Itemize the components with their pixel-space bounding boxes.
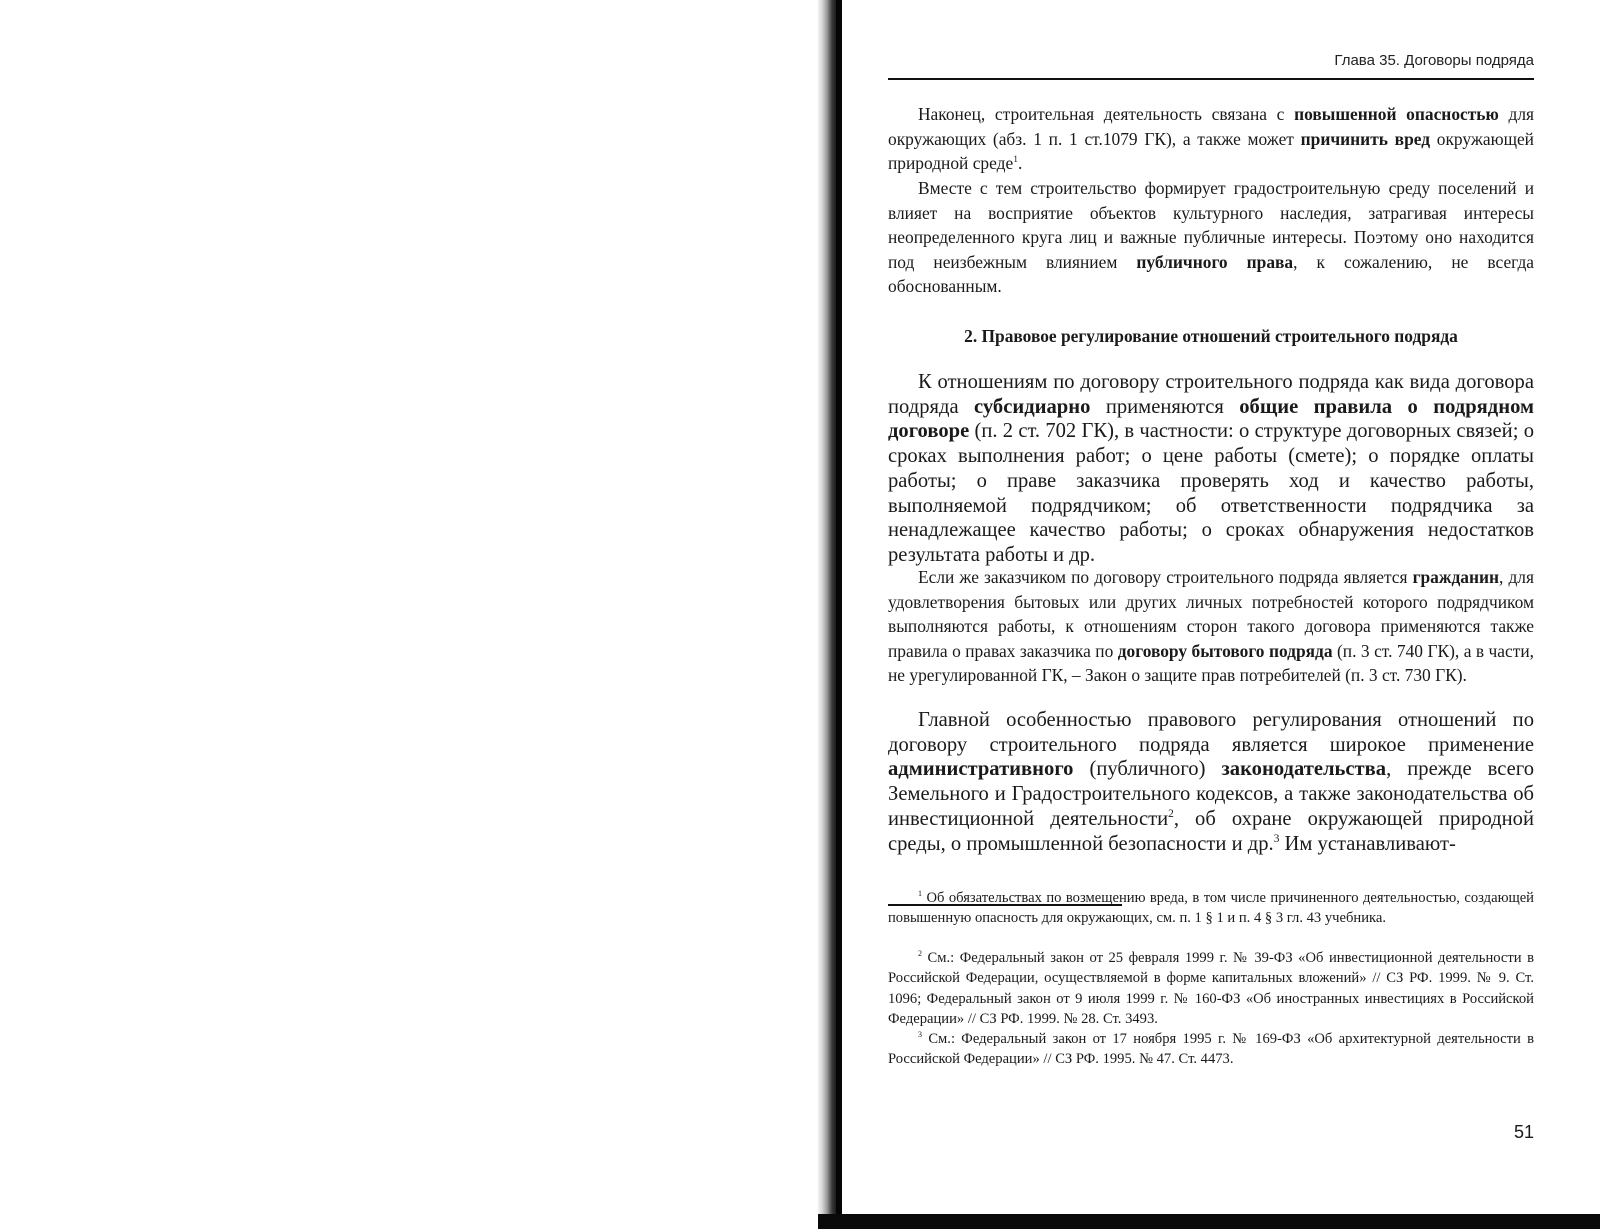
paragraph-citizen-customer: Если же заказчиком по договору строительного подряда является гражданин, для удовлетворения бытовых или других личных потребностей которого подрядчиком выполняются работы, к отношениям сторон такого договора применяются также правила о правах заказчика по договору бытового подряда (п. 3 ст. 740 ГК), а в части, не урегулированной ГК, – Закон о защите прав потребителей (п. 3 ст. 730 ГК).	[888, 567, 1534, 686]
footnote-ref-3: 3	[1273, 832, 1280, 845]
footnote-2: $^2$ См.: Федеральный закон от 25 февраля 1999 г. № 39-ФЗ «Об инвестиционной деятельности в Российской Федерации, осуществляемой в форме капитальных вложений» // СЗ РФ. 1999. № 9. Ст. 1096; Федеральный закон от 9 июля 1999 г. № 160-ФЗ «Об иностранных инвестициях в Российской Федерации» // СЗ РФ. 1999. № 28. Ст. 3493.	[888, 949, 1534, 1027]
footnote-1: $^1$ Об обязательствах по возмещению вреда, в том числе причиненного деятельностью, создающей повышенную опасность для окружающих, см. п. 1 § 1 и п. 4 § 3 гл. 43 учебника.	[888, 889, 1534, 927]
paragraph-subsidiary-rules: К отношениям по договору строительного подряда как вида договора подряда субсидиарно применяются общие правила о подрядном договоре (п. 2 ст. 702 ГК), в частности: о структуре договорных связей; о сроках выполнения работ; о цене работы (смете); о порядке оплаты работы; о праве заказчика проверять ход и качество работы, выполняемой подрядчиком; об ответственности подрядчика за ненадлежащее качество работы; о сроках обнаружения недостатков результата работы и др.	[888, 371, 1535, 566]
scan-bottom-edge	[818, 1214, 1600, 1229]
paragraph-danger: Наконец, строительная деятельность связана с повышенной опасностью для окружающих (абз. 1 п. 1 ст.1079 ГК), а также может причинить вред окружающей природной среде$^1$.	[888, 104, 1534, 174]
book-spine-shadow	[818, 0, 838, 1229]
footnote-ref-2: 2	[1168, 807, 1174, 820]
page-number: 51	[1513, 1122, 1534, 1142]
paragraph-administrative-law: Главной особенностью правового регулирования отношений по договору строительного подряда является широкое применение административного (публичного) законодательства, прежде всего Земельного и Градостроительного кодексов, а также законодательства об инвестиционной деятельности$^2$, об охране окружающей природной среды, о промышленной безопасности и др.$^3$ Им устанавливают-	[888, 709, 1535, 855]
book-spine-edge	[836, 0, 842, 1229]
section-heading: 2. Правовое регулирование отношений строительного подряда	[964, 326, 1458, 346]
footnote-ref-1: 1	[1013, 154, 1018, 166]
paragraph-urban-environment: Вместе с тем строительство формирует градостроительную среду поселений и влияет на восприятие объектов культурного наследия, затрагивая интересы неопределенного круга лиц и важные публичные интересы. Поэтому оно находится под неизбежным влиянием публичного права, к сожалению, не всегда обоснованным.	[888, 178, 1535, 297]
running-head: Глава 35. Договоры подряда	[1334, 52, 1534, 69]
header-rule	[888, 78, 1534, 80]
footnote-3: $^3$ См.: Федеральный закон от 17 ноября 1995 г. № 169-ФЗ «Об архитектурной деятельности в Российской Федерации» // СЗ РФ. 1995. № 47. Ст. 4473.	[888, 1030, 1534, 1068]
